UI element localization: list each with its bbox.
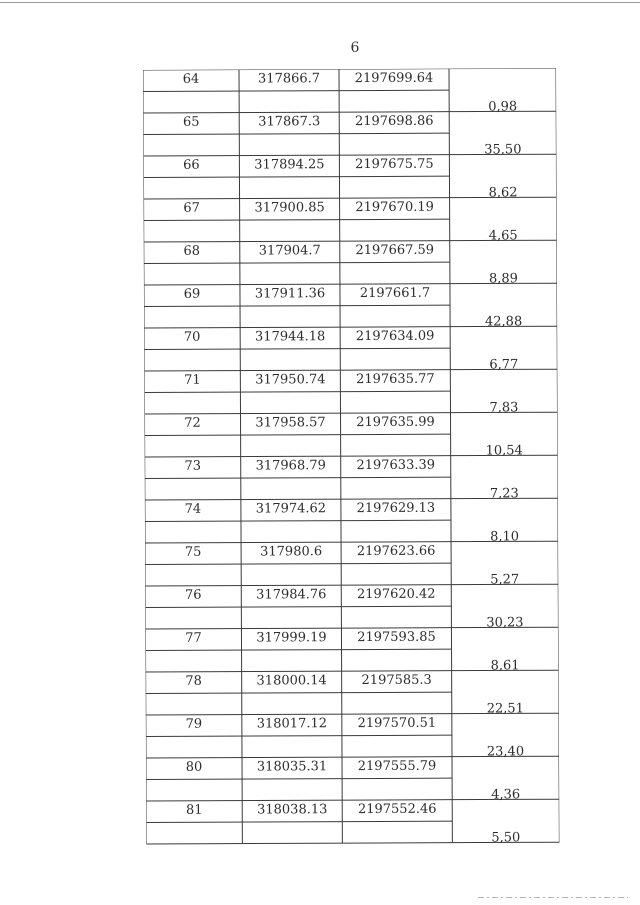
- coordinate-y: 2197635.77: [356, 371, 435, 388]
- coordinate-y: 2197634.09: [355, 328, 435, 345]
- coordinate-y: 2197699.64: [354, 70, 434, 87]
- segment-length: 8,61: [490, 657, 520, 673]
- point-number: 66: [183, 157, 200, 173]
- coordinate-x: 318017.12: [256, 716, 328, 732]
- coordinate-y: 2197635.99: [356, 414, 435, 431]
- grid-row-line: [146, 821, 452, 822]
- grid-row-line: [145, 628, 451, 629]
- grid-row-line: [145, 477, 451, 478]
- coordinate-x: 317900.85: [254, 200, 325, 216]
- coordinate-x: 318035.31: [256, 759, 328, 775]
- segment-length: 0,98: [488, 98, 518, 114]
- scan-edge-artifact: [478, 896, 628, 899]
- grid-row-line: [146, 778, 452, 779]
- point-number: 69: [183, 286, 201, 302]
- grid-row-line: [145, 563, 451, 564]
- coordinate-x: 317904.7: [258, 243, 321, 259]
- segment-length: 7,83: [489, 399, 519, 415]
- point-number: 71: [184, 372, 201, 388]
- grid-row-line: [144, 305, 450, 306]
- coordinate-y: 2197661.7: [359, 285, 431, 302]
- grid-row-line: [146, 671, 452, 672]
- grid-row-line: [146, 757, 452, 758]
- point-number: 76: [184, 587, 202, 603]
- grid-row-line: [146, 692, 452, 693]
- segment-length: 5,50: [491, 829, 521, 845]
- coordinate-y: 2197570.51: [357, 715, 437, 732]
- grid-row-line: [145, 456, 451, 457]
- segment-length: 23,40: [486, 743, 525, 760]
- coordinate-x: 317974.62: [255, 501, 327, 517]
- grid-row-line: [145, 434, 451, 435]
- point-number: 73: [184, 458, 202, 474]
- coordinate-x: 318000.14: [256, 673, 327, 689]
- point-number: 68: [183, 243, 201, 259]
- grid-row-line: [145, 585, 451, 586]
- segment-length: 10,54: [485, 442, 523, 459]
- page-number: 6: [350, 40, 360, 56]
- grid-row-line: [144, 348, 450, 349]
- coordinate-x: 317984.76: [256, 587, 327, 603]
- point-number: 70: [183, 329, 201, 345]
- point-number: 67: [183, 200, 200, 216]
- coordinate-y: 2197555.79: [357, 758, 437, 775]
- coordinate-x: 317911.36: [254, 286, 326, 302]
- page-top-edge: [0, 2, 640, 3]
- coordinate-x: 317980.6: [260, 544, 323, 560]
- coordinate-x: 318038.13: [257, 802, 328, 818]
- segment-length: 42,88: [484, 313, 523, 330]
- segment-length: 6,77: [489, 356, 519, 372]
- grid-row-line: [143, 90, 449, 91]
- grid-row-line: [146, 649, 452, 650]
- point-number: 75: [184, 544, 202, 560]
- grid-row-line: [143, 176, 449, 177]
- grid-row-line: [143, 155, 449, 156]
- grid-row-line: [145, 413, 451, 414]
- grid-row-line: [146, 714, 452, 715]
- grid-row-line: [144, 241, 450, 242]
- segment-length: 30,23: [486, 614, 524, 631]
- coordinate-y: 2197675.75: [355, 156, 434, 173]
- coordinate-x: 317894.25: [254, 157, 325, 173]
- point-number: 64: [182, 71, 200, 87]
- grid-row-line: [144, 370, 450, 371]
- segment-length: 22,51: [486, 700, 524, 717]
- grid-row-line: [144, 262, 450, 263]
- grid-row-line: [145, 520, 451, 521]
- coordinate-y: 2197593.85: [357, 629, 436, 646]
- grid-row-line: [146, 735, 452, 736]
- segment-length: 4,36: [491, 786, 521, 802]
- point-number: 77: [185, 630, 202, 646]
- coordinates-table: [143, 68, 559, 844]
- coordinate-y: 2197667.59: [355, 242, 435, 259]
- coordinate-x: 317867.3: [258, 114, 321, 130]
- grid-row-line: [143, 133, 449, 134]
- segment-length: 7,23: [489, 485, 519, 501]
- grid-row-line: [144, 391, 450, 392]
- grid-row-line: [146, 843, 452, 844]
- point-number: 80: [185, 759, 203, 775]
- coordinate-y: 2197623.66: [356, 543, 436, 560]
- coordinate-x: 317944.18: [254, 329, 326, 345]
- grid-row-line: [144, 219, 450, 220]
- segment-length: 8,89: [488, 270, 518, 286]
- coordinate-y: 2197633.39: [356, 457, 436, 474]
- coordinate-x: 317958.57: [255, 415, 326, 431]
- segment-length: 8,10: [490, 528, 520, 544]
- coordinate-y: 2197620.42: [356, 586, 436, 603]
- coordinate-x: 317866.7: [257, 71, 321, 87]
- coordinate-x: 317999.19: [256, 630, 327, 646]
- grid-row-line: [144, 284, 450, 285]
- point-number: 74: [184, 501, 202, 517]
- grid-row-line: [144, 198, 450, 199]
- coordinate-y: 2197552.46: [357, 801, 437, 818]
- point-number: 79: [185, 716, 203, 732]
- segment-length: 8,62: [488, 184, 518, 200]
- grid-row-line: [145, 499, 451, 500]
- grid-row-line: [145, 542, 451, 543]
- coordinate-x: 317950.74: [255, 372, 326, 388]
- point-number: 72: [184, 415, 201, 431]
- segment-length: 4,65: [488, 227, 518, 243]
- grid-row-line: [145, 606, 451, 607]
- point-number: 81: [185, 802, 203, 818]
- grid-row-line: [143, 69, 449, 70]
- coordinate-y: 2197629.13: [356, 500, 436, 517]
- grid-row-line: [144, 327, 450, 328]
- point-number: 65: [182, 114, 200, 130]
- segment-length: 5,27: [490, 571, 520, 587]
- grid-row-line: [143, 112, 449, 113]
- coordinate-y: 2197585.3: [361, 672, 432, 689]
- coordinate-y: 2197670.19: [355, 199, 434, 216]
- point-number: 78: [185, 673, 202, 689]
- coordinate-x: 317968.79: [255, 458, 326, 474]
- coordinate-y: 2197698.86: [354, 113, 434, 130]
- grid-row-line: [146, 800, 452, 801]
- segment-length: 35,50: [484, 141, 522, 158]
